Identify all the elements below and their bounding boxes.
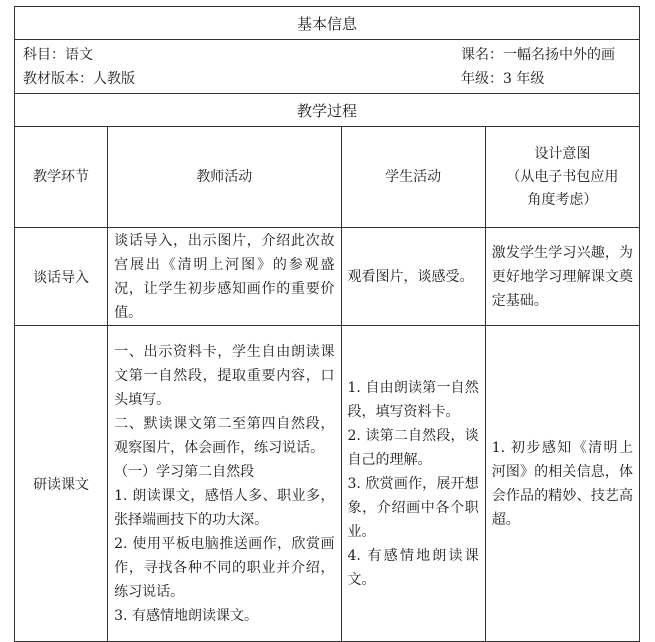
teacher-activity-item: 一、出示资料卡，学生自由朗读课文第一自然段，提取重要内容，口头填写。: [114, 343, 335, 408]
student-activity-item: 3. 欣赏画作，展开想象，介绍画中各个职业。: [347, 475, 479, 540]
stage-cell: 研读课文: [15, 326, 108, 642]
header-stage: 教学环节: [15, 127, 108, 228]
basic-info-left: [23, 43, 135, 91]
header-design-line: （从电子书包应用: [506, 168, 619, 185]
student-activity-item: 2. 读第二自然段，谈自己的理解。: [347, 427, 479, 468]
table-row: [15, 228, 640, 326]
teacher-activity-item: 二、默读课文第二至第四自然段，观察图片，体会画作，练习说话。: [114, 415, 335, 456]
design-intent-cell: 激发学生学习兴趣，为更好地学习理解课文奠定基础。: [485, 228, 639, 326]
student-activity-cell: 观看图片，谈感受。: [341, 228, 485, 326]
student-activity-item: 1. 自由朗读第一自然段，填写资料卡。: [347, 379, 479, 420]
lesson-plan-table: [14, 6, 640, 642]
stage-cell: 谈话导入: [15, 228, 108, 326]
process-title: 教学过程: [15, 94, 640, 127]
header-row: [15, 127, 640, 228]
header-student: 学生活动: [341, 127, 485, 228]
teacher-activity-item: 1. 朗读课文，感悟人多、职业多，张择端画技下的功大深。: [114, 487, 335, 528]
teacher-activity-item: 3. 有感情地朗读课文。: [114, 607, 258, 624]
teacher-activity-item: （一）学习第二自然段: [114, 463, 255, 480]
basic-info-cell: [15, 40, 640, 94]
header-design-line: 设计意图: [534, 145, 591, 162]
teacher-activity-cell: [108, 326, 341, 642]
header-design-line: 角度考虑）: [527, 191, 598, 208]
basic-info-title: 基本信息: [15, 7, 640, 40]
teacher-activity-cell: 谈话导入，出示图片，介绍此次故宫展出《清明上河图》的参观盛况，让学生初步感知画作的重要价值。: [108, 228, 341, 326]
subject-field: 科目：语文: [23, 46, 93, 63]
lesson-field: 课名：一幅名扬中外的画: [461, 46, 615, 63]
header-teacher: 教师活动: [108, 127, 341, 228]
header-design: [485, 127, 639, 228]
table-row: [15, 326, 640, 642]
grade-field: 年级：3 年级: [461, 70, 545, 87]
student-activity-item: 4. 有感情地朗读课文。: [347, 547, 479, 588]
basic-info-fields: [23, 43, 631, 91]
basic-info-right: [461, 43, 631, 91]
teacher-activity-item: 2. 使用平板电脑推送画作，欣赏画作，寻找各种不同的职业并介绍，练习说话。: [114, 535, 335, 600]
textbook-field: 教材版本：人教版: [23, 70, 135, 87]
design-intent-cell: 1. 初步感知《清明上河图》的相关信息，体会作品的精妙、技艺高超。: [485, 326, 639, 642]
student-activity-cell: [341, 326, 485, 642]
